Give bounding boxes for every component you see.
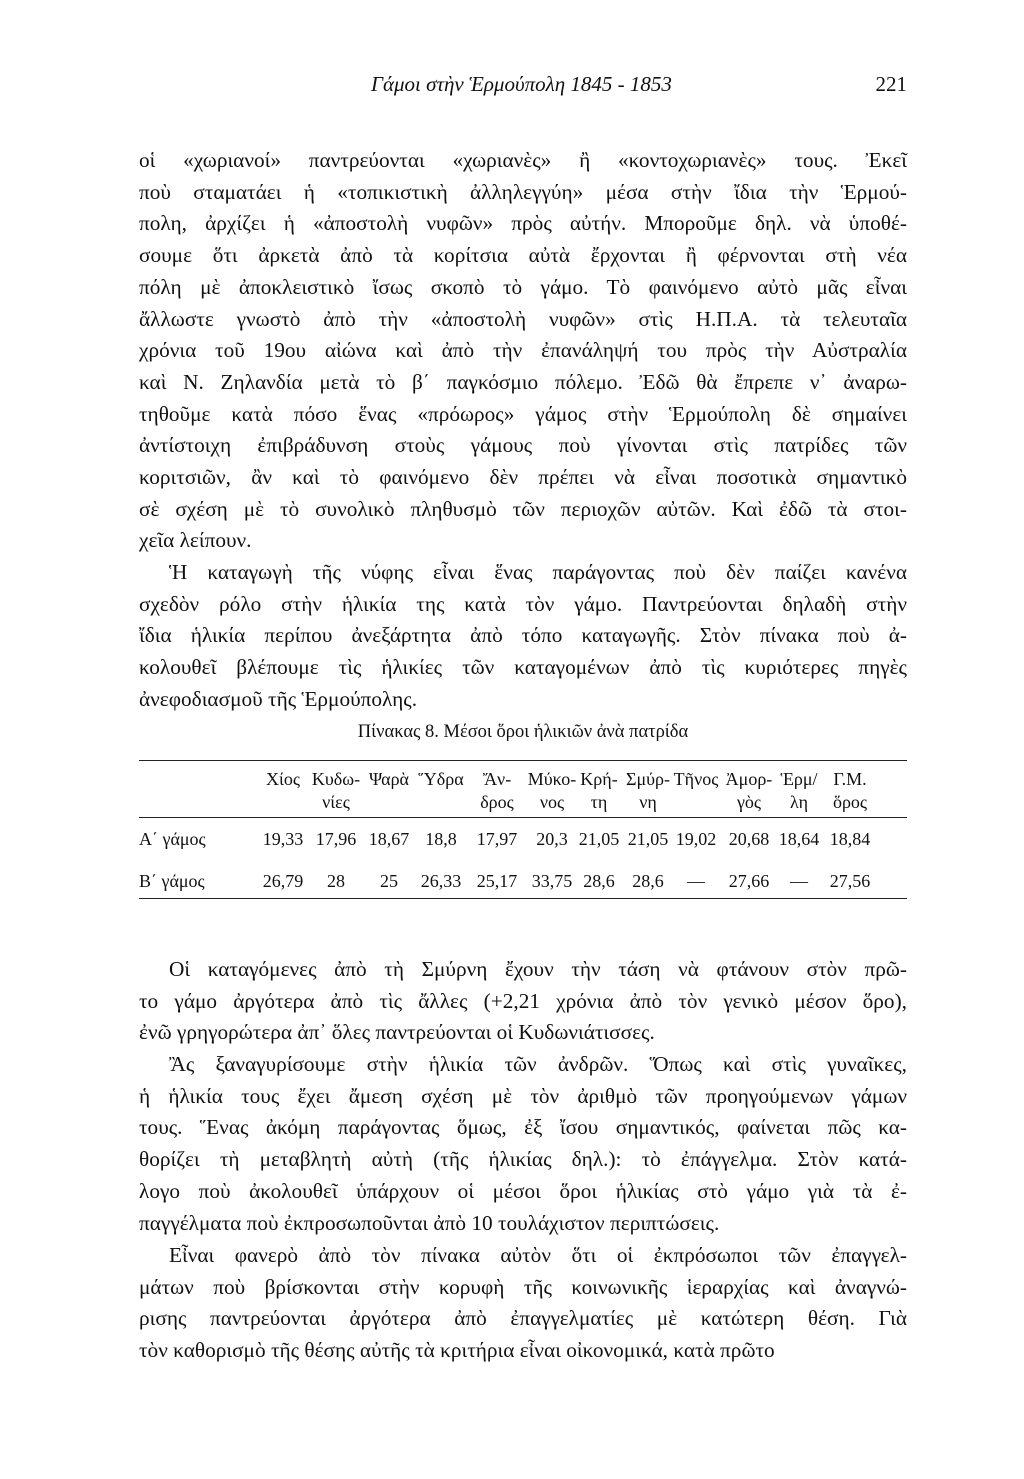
column-header: Μύκο- [527, 769, 577, 789]
table-cell: 25,17 [476, 871, 518, 891]
table-cell: 19,33 [262, 829, 304, 849]
paragraph-2 [139, 557, 907, 716]
table-rule-bottom [139, 898, 907, 899]
column-header: Τῆνος [673, 769, 719, 789]
text-line: καὶ Ν. Ζηλανδία μετὰ τὸ β΄ παγκόσμιο πόλεμο. Ἐδῶ θὰ ἔπρεπε ν᾽ ἀναρω- [139, 369, 907, 394]
table-cell: 21,05 [627, 829, 669, 849]
text-line: το γάμο ἀργότερα ἀπὸ τὶς ἄλλες (+2,21 χρόνια ἀπὸ τὸν γενικὸ μέσον ὅρο), [139, 988, 907, 1013]
column-header: Ἄν- [482, 769, 512, 789]
text-line: ἀντίστοιχη ἐπιβράδυνση στοὺς γάμους ποὺ γίνονται στὶς πατρίδες τῶν [139, 433, 907, 458]
text-line: ἄλλωστε γνωστὸ ἀπὸ τὴν «ἀποστολὴ νυφῶν» στὶς Η.Π.Α. τὰ τελευταῖα [139, 306, 907, 331]
table-cell: 28,6 [583, 871, 615, 891]
table-cell: 28 [327, 871, 345, 891]
column-header: νος [539, 792, 565, 812]
column-header: Κρή- [580, 769, 618, 789]
table-rule-header [139, 817, 907, 818]
table-cell: 27,56 [829, 871, 871, 891]
text-line: μάτων ποὺ βρίσκονται στὴν κορυφὴ τῆς κοινωνικῆς ἱεραρχίας καὶ ἀναγνώ- [139, 1274, 907, 1299]
page-number: 221 [875, 72, 907, 96]
text-line: παγγέλματα ποὺ ἐκπροσωποῦνται ἀπὸ 10 τουλάχιστον περιπτώσεις. [139, 1210, 720, 1235]
column-header: νη [639, 792, 657, 812]
column-header: Ψαρὰ [369, 769, 409, 789]
text-line: ἐνῶ γρηγορώτερα ἀπ᾽ ὅλες παντρεύονται οἱ Κυδωνιάτισσες. [139, 1020, 655, 1045]
text-line: πολη, ἀρχίζει ἡ «ἀποστολὴ νυφῶν» πρὸς αὐτήν. Μποροῦμε δηλ. νὰ ὑποθέ- [139, 211, 907, 236]
table-cell: — [790, 871, 808, 891]
text-line: ἴδια ἡλικία περίπου ἀνεξάρτητα ἀπὸ τόπο καταγωγῆς. Στὸν πίνακα ποὺ ἀ- [139, 623, 907, 648]
column-header: Ἀμορ- [725, 769, 773, 789]
column-header: Κυδω- [311, 769, 361, 789]
column-header: νίες [322, 792, 350, 812]
text-line: λογο ποὺ ἀκολουθεῖ ὑπάρχουν οἱ μέσοι ὅροι ἡλικίας στὸ γάμο γιὰ τὰ ἐ- [139, 1178, 907, 1203]
text-line: Ἂς ξαναγυρίσουμε στὴν ἡλικία τῶν ἀνδρῶν. Ὅπως καὶ στὶς γυναῖκες, [169, 1052, 907, 1076]
table-cell: 20,68 [728, 829, 770, 849]
table-caption: Πίνακας 8. Μέσοι ὅροι ἡλικιῶν ἀνὰ πατρίδα [357, 722, 689, 742]
text-line: κολουθεῖ βλέπουμε τὶς ἡλικίες τῶν καταγομένων ἀπὸ τὶς κυριότερες πηγὲς [139, 655, 907, 680]
text-line: τὸν καθορισμὸ τῆς θέσης αὐτῆς τὰ κριτήρια εἶναι οἰκονομικά, κατὰ πρῶτο [139, 1338, 775, 1363]
column-header: Ἑρμ/ [780, 769, 818, 789]
column-header: Ὕδρα [418, 769, 464, 789]
table-cell: 28,6 [632, 871, 664, 891]
table-cell: 17,97 [476, 829, 518, 849]
text-line: ρισης παντρεύονται ἀργότερα ἀπὸ ἐπαγγελματίες μὲ κατώτερη θέση. Γιὰ [139, 1306, 907, 1331]
table-cell: 21,05 [578, 829, 620, 849]
table-cell: 18,8 [425, 829, 457, 849]
table-cell: 18,67 [368, 829, 410, 849]
column-header: τη [590, 792, 608, 812]
text-line: ἀνεφοδιασμοῦ τῆς Ἑρμούπολης. [139, 686, 418, 711]
text-line: θορίζει τὴ μεταβλητὴ αὐτὴ (τῆς ἡλικίας δηλ.): τὸ ἐπάγγελμα. Στὸν κατά- [139, 1147, 907, 1172]
column-header: ὅρος [832, 792, 868, 812]
running-title: Γάμοι στὴν Ἑρμούπολη 1845 - 1853 [371, 72, 672, 96]
table-cell: 18,64 [778, 829, 820, 849]
table-cell: 25 [380, 871, 398, 891]
paragraph-1 [139, 145, 907, 557]
column-header: Γ.Μ. [833, 769, 867, 789]
paragraph-5 [139, 1240, 907, 1367]
table-cell: 26,33 [420, 871, 462, 891]
text-line: χρόνια τοῦ 19ου αἰώνα καὶ ἀπὸ τὴν ἐπανάληψή του πρὸς τὴν Αὐστραλία [139, 338, 907, 363]
table-cell: 27,66 [728, 871, 770, 891]
column-header: λη [790, 792, 808, 812]
text-line: Οἱ καταγόμενες ἀπὸ τὴ Σμύρνη ἔχουν τὴν τάση νὰ φτάνουν στὸν πρῶ- [169, 957, 907, 981]
table-cell: 17,96 [315, 829, 357, 849]
table-cell: 26,79 [262, 871, 304, 891]
text-line: τους. Ἕνας ἀκόμη παράγοντας ὅμως, ἐξ ἴσου σημαντικός, φαίνεται πῶς κα- [139, 1115, 907, 1140]
paragraph-3 [139, 954, 907, 1049]
paragraph-4 [139, 1049, 907, 1239]
text-line: σχεδὸν ρόλο στὴν ἡλικία της κατὰ τὸν γάμο. Παντρεύονται δηλαδὴ στὴν [139, 591, 907, 616]
table-cell: 33,75 [531, 871, 573, 891]
table-cell: — [687, 871, 705, 891]
text-line: πόλη μὲ ἀποκλειστικὸ ἴσως σκοπὸ τὸ γάμο. Τὸ φαινόμενο αὐτὸ μᾶς εἶναι [139, 274, 907, 299]
text-line: κοριτσιῶν, ἂν καὶ τὸ φαινόμενο δὲν πρέπει νὰ εἶναι ποσοτικὰ σημαντικὸ [139, 465, 907, 490]
text-line: Εἶναι φανερὸ ἀπὸ τὸν πίνακα αὐτὸν ὅτι οἱ ἐκπρόσωποι τῶν ἐπαγγελ- [169, 1243, 907, 1267]
table-rule-top [139, 760, 907, 761]
text-line: ἡ ἡλικία τους ἔχει ἄμεση σχέση μὲ τὸν ἀριθμὸ τῶν προηγούμενων γάμων [139, 1083, 907, 1108]
table-cell: 18,84 [829, 829, 871, 849]
text-line: σουμε ὅτι ἀρκετὰ ἀπὸ τὰ κορίτσια αὐτὰ ἔρχονται ἢ φέρνονται στὴ νέα [139, 243, 907, 268]
column-header: δρος [480, 792, 514, 812]
text-line: ποὺ σταματάει ἡ «τοπικιστικὴ ἀλληλεγγύη» μέσα στὴν ἴδια τὴν Ἑρμού- [139, 179, 907, 204]
text-line: χεῖα λείπουν. [139, 528, 252, 553]
column-header: Χίος [266, 769, 300, 789]
column-header: γὸς [736, 792, 762, 812]
text-line: Ἡ καταγωγὴ τῆς νύφης εἶναι ἕνας παράγοντας ποὺ δὲν παίζει κανένα [169, 560, 907, 584]
text-line: τηθοῦμε κατὰ πόσο ἕνας «πρόωρος» γάμος στὴν Ἑρμούπολη δὲ σημαίνει [139, 401, 907, 426]
text-line: οἱ «χωριανοί» παντρεύονται «χωριανὲς» ἢ «κοντοχωριανὲς» τους. Ἐκεῖ [139, 148, 907, 172]
text-line: σὲ σχέση μὲ τὸ συνολικὸ πληθυσμὸ τῶν περιοχῶν αὐτῶν. Καὶ ἐδῶ τὰ στοι- [139, 496, 907, 521]
table-cell: 20,3 [536, 829, 568, 849]
age-table [139, 760, 907, 900]
table-cell: 19,02 [675, 829, 717, 849]
row-label: Α΄ γάμος [139, 829, 206, 849]
row-label: Β΄ γάμος [139, 871, 205, 891]
column-header: Σμύρ- [625, 769, 671, 789]
